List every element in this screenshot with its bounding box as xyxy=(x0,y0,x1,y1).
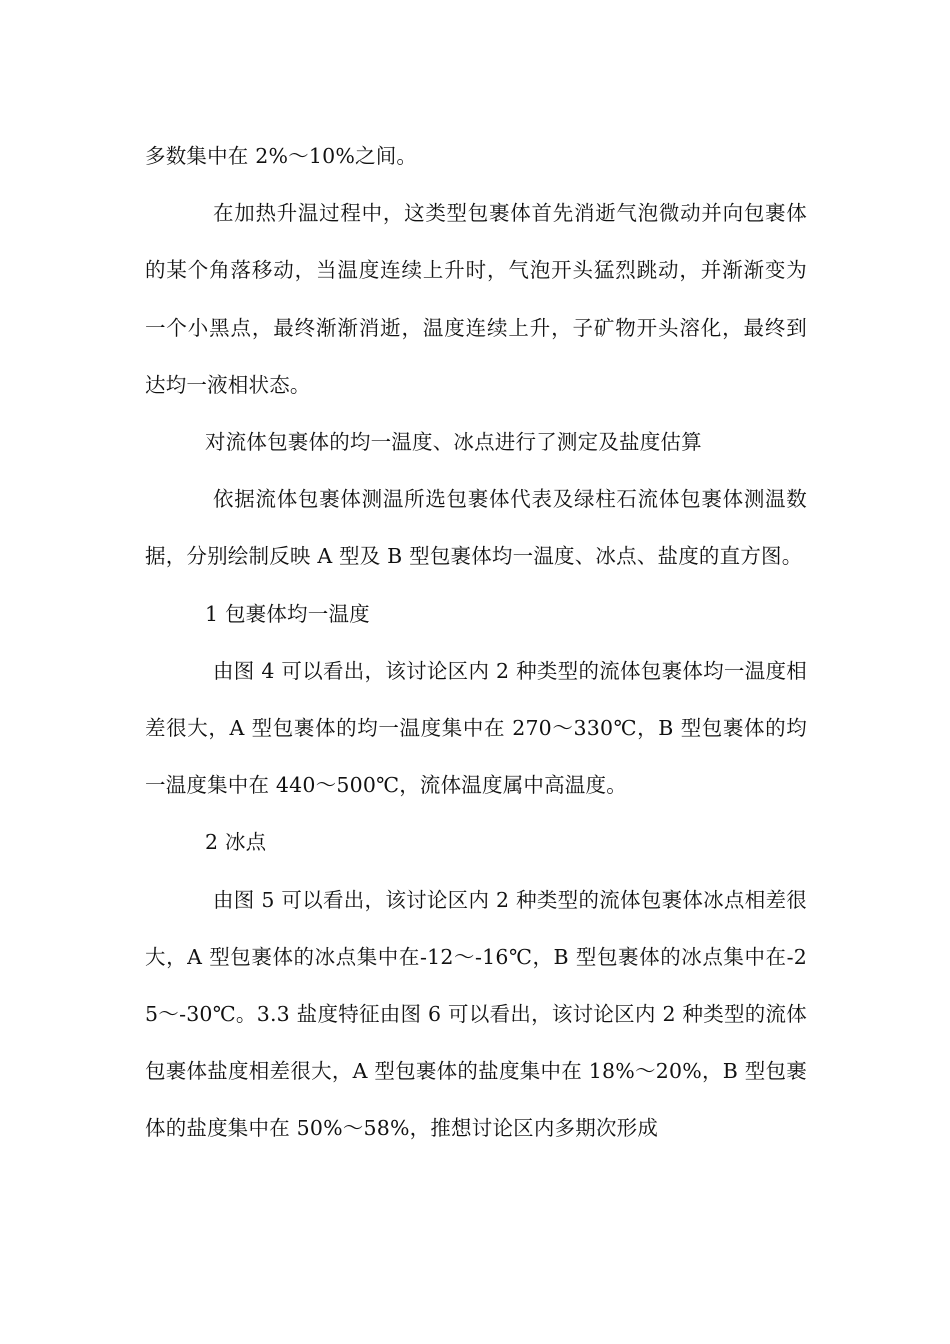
document-body xyxy=(145,128,807,1158)
section-heading-freezing-point: 2 冰点 xyxy=(205,830,267,855)
paragraph-freezing-point-and-salinity: 由图 5 可以看出，该讨论区内 2 种类型的流体包裹体冰点相差很大，A 型包裹体的冰点集中在-12～-16℃，B 型包裹体的冰点集中在-25～-30℃。3.3 盐度特征由图 6 可以看出，该讨论区内 2 种类型的流体包裹体盐度相差很大，A 型包裹体的盐度集中在 18%～20%，B 型包裹体的盐度集中在 50%～58%，推想讨论区内多期次形成 xyxy=(145,887,807,1141)
section-heading-homogenization-temperature: 1 包裹体均一温度 xyxy=(205,601,370,626)
paragraph-continuation: 多数集中在 2%～10%之间。 xyxy=(145,144,418,168)
paragraph-heating-process: 在加热升温过程中，这类型包裹体首先消逝气泡微动并向包裹体的某个角落移动，当温度连续上升时，气泡开头猛烈跳动，并渐渐变为一个小黑点，最终渐渐消逝，温度连续上升，子矿物开头溶化，最终到达均一液相状态。 xyxy=(145,201,807,397)
paragraph-histogram-description: 依据流体包裹体测温所选包裹体代表及绿柱石流体包裹体测温数据，分别绘制反映 A 型及 B 型包裹体均一温度、冰点、盐度的直方图。 xyxy=(145,487,807,569)
paragraph-measurement-note: 对流体包裹体的均一温度、冰点进行了测定及盐度估算 xyxy=(205,430,702,455)
paragraph-homogenization-temperature: 由图 4 可以看出，该讨论区内 2 种类型的流体包裹体均一温度相差很大，A 型包裹体的均一温度集中在 270～330℃，B 型包裹体的均一温度集中在 440～500℃，流体温度属中高温度。 xyxy=(145,658,807,798)
